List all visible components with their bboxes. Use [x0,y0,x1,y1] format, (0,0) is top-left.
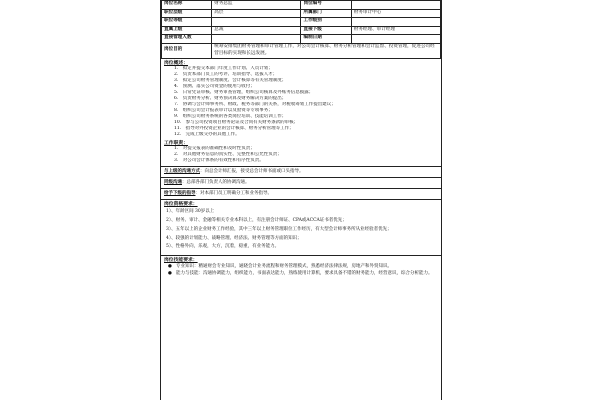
field-value: 总裁 [212,26,301,35]
qualification-item: 2）、财务、审计、金融等相关专业本科以上，有注册会计师证、CPA或ACCA证书者优先； [166,218,347,223]
field-value [351,35,440,44]
field-value: 高层 [212,9,301,18]
job-overview-list [164,66,438,139]
job-overview-title: 岗位概述： [164,59,188,66]
qualification-item: 4）、较强的计划能力、战略管理、经济法、财务管理等方面的知识； [166,235,302,241]
peer-communication-text: ：总部各部门负责人的协调沟通。 [182,180,250,186]
qualification-item: 1）、年龄区间 30岁以上 [166,209,215,215]
skill-text: 能力与技能：沟通协调能力，组织能力，书面表达能力，熟练使用计算机，要求具备不错的财务能力，经营意识，综合分析能力。 [176,270,433,276]
job-info-row [162,1,441,10]
upward-communication-section [161,167,441,178]
skill-text: 专业知识：精通财会专业知识，通晓会计业务流程和财务管理模式，熟悉经济法律法规，房地产和外贸知识。 [176,264,392,270]
job-overview-section [161,59,441,168]
bullet-icon: ● [168,264,172,270]
job-info-row [162,18,441,27]
field-label: 岗位编号 [301,1,351,10]
job-description-document [160,0,442,400]
field-label: 直接管理人数 [162,35,212,44]
subordinate-guidance-section [161,189,441,200]
duty-item: 3. 对公司会计体系的有效性和有序性负责。 [174,158,264,164]
job-purpose-text: 统筹安排集团财务管理和审计管理工作，对公司会计核算、财务分析管理和会计监督、投资管理，促进公司经营目标的实现和长远发展。 [212,43,441,58]
job-info-row [162,35,441,44]
overview-item: 11. 指导对外投资企业的会计核算、财务分析管理等工作； [174,125,294,131]
field-label: 工作级别 [301,18,351,27]
skill-item [168,271,438,277]
overview-item: 9. 组织公司财务系统的各类岗位培训、技能培训工作； [174,113,287,119]
peer-communication-section [161,178,441,189]
overview-item: 1. 拟定并提交本部门年度工作计划、人员计划； [174,65,273,71]
qualification-item: 3）、五年以上的企业财务工作经验，其中三年以上财务管理职位工作经历，有大型会计师事务所从业经验者优先； [166,226,392,232]
field-value [212,35,301,44]
overview-item: 8. 组织公司会计报表审计以及验资等专项事务； [174,107,273,113]
overview-item: 10. 参与公司投资项目财务论证及合同有关财务条款的审核； [174,119,299,125]
subordinate-guidance-text: ：对本部门员工明确分工和业务指导。 [195,191,272,197]
qualification-title: 岗位资格要求： [164,201,198,208]
field-label: 所属部门 [301,9,351,18]
field-label: 直接下级 [301,26,351,35]
upward-communication-text: ：向总会计师汇报，接受总会计师书面或口头指导。 [200,169,304,175]
overview-item: 4. 预测、落实公司资金的使用与收付； [174,83,255,89]
field-label: 职位等级 [162,18,212,27]
job-info-row [162,9,441,18]
skills-list [164,264,438,277]
overview-item: 6. 负责财务分析、财务预决算及财务解决方案的提出； [174,95,287,101]
upward-communication-label: 与上级的沟通方式 [164,169,200,175]
qualification-section [161,200,441,256]
duty-title: 工作职责： [164,140,188,147]
skills-title: 岗位技能要求： [164,257,198,264]
bullet-icon: ● [168,270,172,276]
duty-list [164,146,438,164]
job-purpose-row [162,43,441,58]
field-label: 直属上级 [162,26,212,35]
duty-item: 1. 对提交报表的准确性和及时性负责； [174,146,255,152]
field-value: 财务经理、审计经理 [351,26,440,35]
overview-item: 7. 协调与会计师事务所、财政、税务等部门的关系，对税收筹划工作提出建议； [174,101,336,107]
job-purpose-label: 岗位目的 [162,43,212,58]
field-value: 财务总监 [212,1,301,10]
overview-item: 3. 拟定公司财务管理制度、会计核算等有关管理制度； [174,77,287,83]
field-value [212,18,301,27]
subordinate-guidance-label: 给予下级的指导 [164,191,196,197]
field-label: 职位层级 [162,9,212,18]
job-info-table [161,0,441,59]
field-value [351,1,440,10]
overview-item: 2. 负责本部门员工的考评、培训指导、选拔人才； [174,71,278,77]
peer-communication-label: 同级沟通 [164,180,182,186]
skills-section [161,256,441,279]
overview-item: 5. 日常凭证审核、财务审查管理，组织公司核算及外账务信息披露； [174,89,314,95]
duty-item: 2. 对其他财务信息的真实性、完整性和公允性负责； [174,152,282,158]
qualification-item: 5）、性格外向，乐观，大方，沉着，稳重，有业务能力。 [166,244,280,250]
field-value: 财务审计中心 [351,9,440,18]
field-label: 编制日期 [301,35,351,44]
field-value [351,18,440,27]
job-info-row [162,26,441,35]
overview-item: 12. 完成上级交办的其他工作。 [174,132,240,138]
field-label: 岗位名称 [162,1,212,10]
qualification-list [164,209,438,250]
